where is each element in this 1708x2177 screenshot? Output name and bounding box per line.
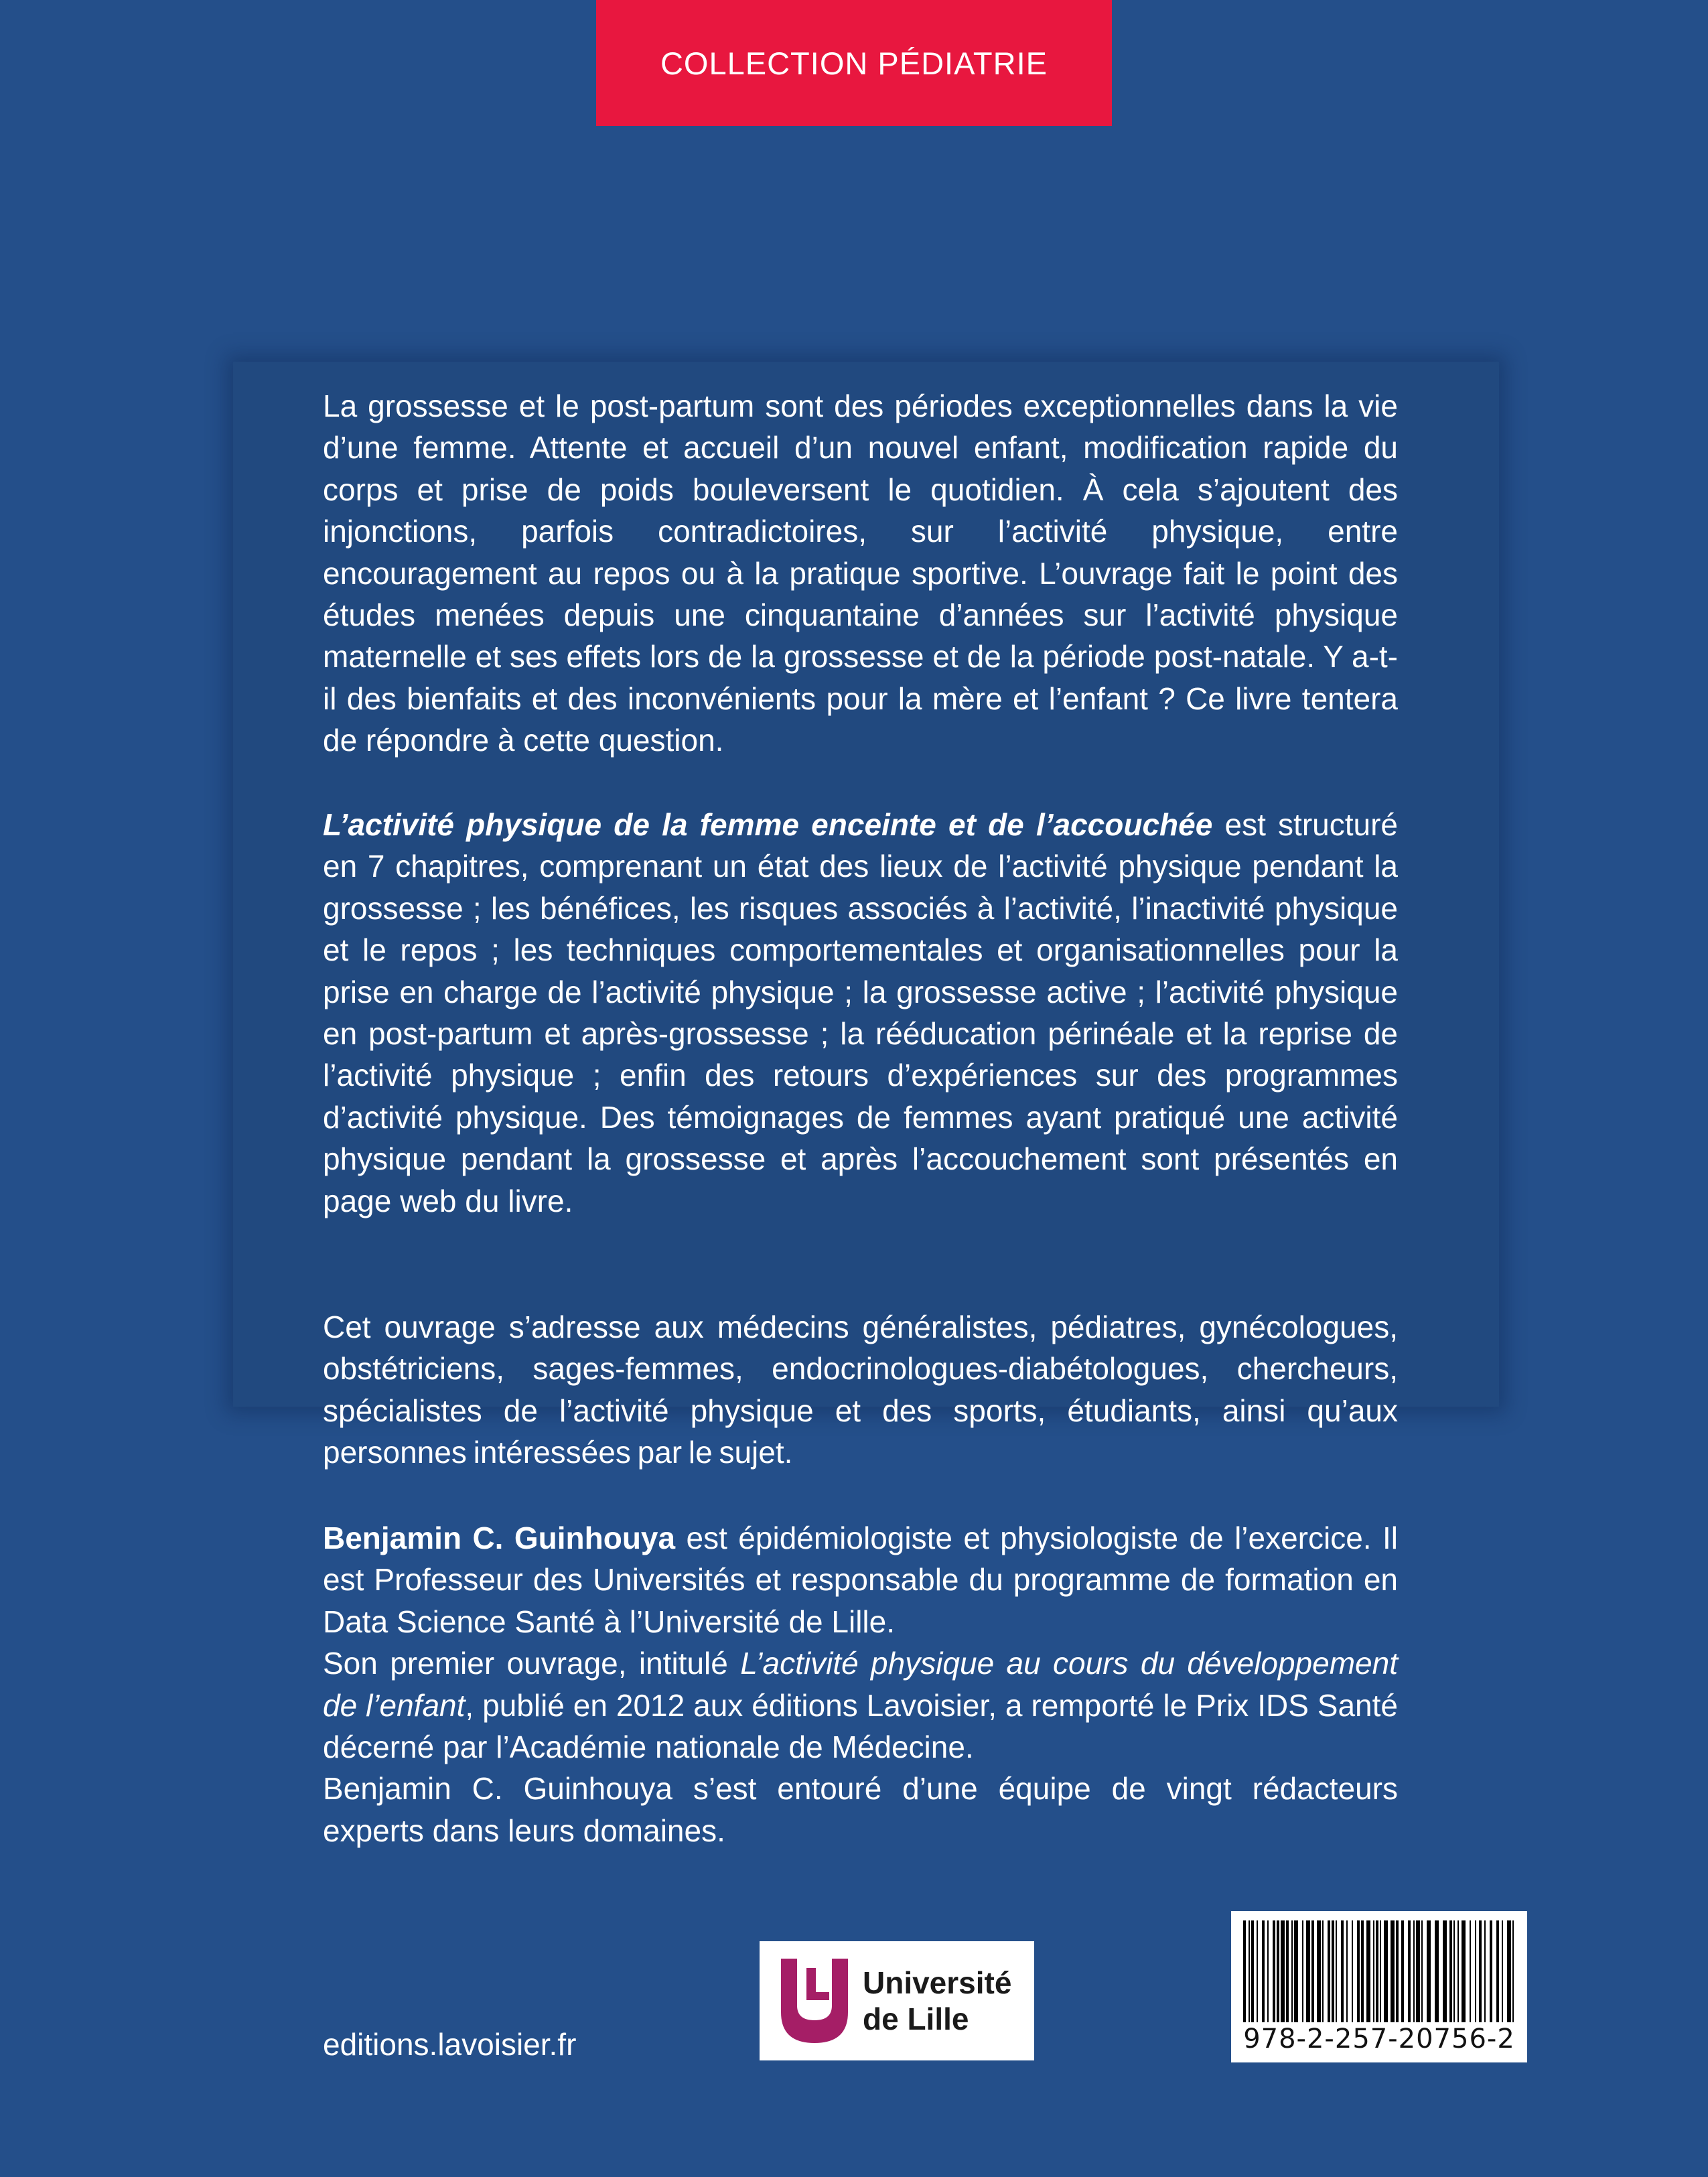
author-name: Benjamin C. Guinhouya — [323, 1521, 676, 1555]
description-paragraph-2 — [323, 804, 1398, 1222]
book-title: L’activité physique de la femme enceinte et de l’accouchée — [323, 807, 1213, 842]
barcode-icon — [1240, 1920, 1518, 2022]
author-bio-2-suffix: , publié en 2012 aux éditions Lavoisier, a remporté le Prix IDS Santé décerné par l’Académie nationale de Médecine. — [323, 1687, 1399, 1765]
paragraph-2-body: est structuré en 7 chapitres, comprenant un état des lieux de l’activité physique pendant la grossesse ; les bénéfices, les risques associés à l’activité, l’inactivité physique et le repos ; les techniques comportementales et organisationnelles pour la prise en charge de l’activité physique ; la grossesse active ; l’activité physique en post-partum et après-grossesse ; la rééducation périnéale et la reprise de l’activité physique ; enfin des retours d’expériences sur des programmes d’activité physique. Des témoignages de femmes ayant pratiqué une activité physique pendant la grossesse et après l’accouchement sont présentés en page web du livre. — [323, 807, 1398, 1218]
university-name-line-1: Université — [863, 1965, 1012, 2000]
description-paragraph-1 — [323, 385, 1398, 762]
author-section — [323, 1517, 1398, 1851]
isbn-barcode — [1231, 1911, 1527, 2062]
author-bio-2-prefix: Son premier ouvrage, intitulé — [323, 1646, 741, 1681]
publisher-website-link[interactable]: editions.lavoisier.fr — [323, 2027, 577, 2062]
collection-label: COLLECTION PÉDIATRIE — [660, 45, 1048, 81]
isbn-number: 978-2-257-20756-2 — [1243, 2024, 1515, 2054]
collection-banner — [596, 0, 1112, 126]
previous-book-title: L’activité physique au cours du développement de l’enfant — [323, 1646, 1398, 1723]
university-emblem-icon — [781, 1959, 848, 2043]
author-bio-1-text: est épidémiologiste et physiologiste de l’exercice. Il est Professeur des Universités et responsable du programme de formation en Data Science Santé à l’Université de Lille. — [323, 1521, 1398, 1639]
author-bio-2 — [323, 1642, 1398, 1768]
university-name-line-2: de Lille — [863, 2002, 969, 2036]
paragraph-3-text: Cet ouvrage s’adresse aux médecins généralistes, pédiatres, gynécologues, obstétriciens, sages-femmes, endocrinologues-diabétologues, chercheurs, spécialistes de l’activité physique et des sports, étudiants, ainsi qu’aux personnes intéressées par le sujet. — [323, 1310, 1398, 1470]
author-bio-1 — [323, 1517, 1398, 1642]
audience-paragraph — [323, 1306, 1398, 1474]
paragraph-1-text: La grossesse et le post-partum sont des périodes exceptionnelles dans la vie d’une femme. Attente et accueil d’un nouvel enfant, modification rapide du corps et prise de poids bouleversent le quotidien. À cela s’ajoutent des injonctions, parfois contradictoires, sur l’activité physique, entre encouragement au repos ou à la pratique sportive. L’ouvrage fait le point des études menées depuis une cinquantaine d’années sur l’activité physique maternelle et ses effets lors de la grossesse et de la période post-natale. Y a-t-il des bienfaits et des inconvénients pour la mère et l’enfant ? Ce livre tentera de répondre à cette question. — [323, 389, 1398, 758]
paragraph-2-text — [323, 804, 1398, 1222]
university-name — [863, 1965, 1011, 2037]
author-bio-3: Benjamin C. Guinhouya s’est entouré d’une équipe de vingt rédacteurs experts dans leurs domaines. — [323, 1771, 1398, 1848]
universite-de-lille-logo — [760, 1941, 1034, 2060]
